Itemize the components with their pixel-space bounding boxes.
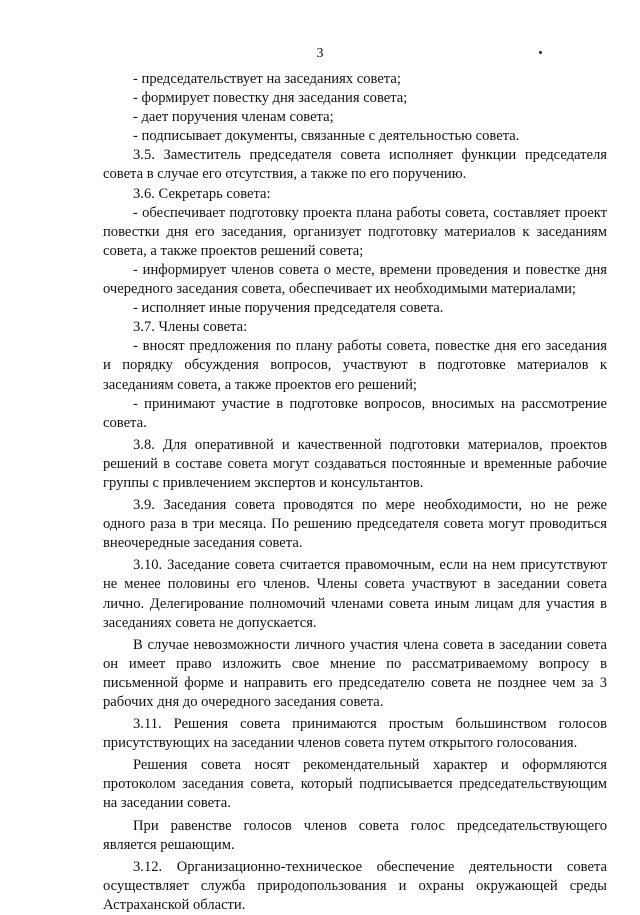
clause-3-11: 3.11. Решения совета принимаются простым большинством голосов присутствующих на заседании членов совета путем открытого голосования. bbox=[103, 716, 607, 752]
clause-3-5: 3.5. Заместитель председателя совета исполняет функции председателя совета в случае его отсутствия, а также по его поручению. bbox=[103, 147, 607, 183]
member-duty-participate: - принимают участие в подготовке вопросов, вносимых на рассмотрение совета. bbox=[103, 395, 607, 431]
clause-3-11-protocol: Решения совета носят рекомендательный характер и оформляются протоколом заседания совета, который подписывается председательствующим на заседании совета. bbox=[103, 757, 607, 812]
secretary-duty-inform: - информирует членов совета о месте, времени проведения и повестке дня очередного заседания совета, обеспечивает их необходимыми материалами; bbox=[103, 261, 607, 298]
clause-3-10: 3.10. Заседание совета считается правомочным, если на нем присутствуют не менее половины его членов. Члены совета участвуют в заседании совета лично. Делегирование полномочий членами совета иным лицам для участия в заседаниях совета не допускается. bbox=[103, 557, 607, 631]
chair-duty-sign: - подписывает документы, связанные с деятельностью совета. bbox=[133, 128, 520, 145]
member-duty-propose: - вносят предложения по плану работы совета, повестке дня его заседания и порядку обсуждения вопросов, участвуют в подготовке материалов к заседаниям совета, а также проектов его решений; bbox=[103, 338, 607, 393]
scan-speck bbox=[539, 51, 542, 54]
clause-3-8: 3.8. Для оперативной и качественной подготовки материалов, проектов решений в составе совета могут создаваться постоянные и временные рабочие группы с привлечением экспертов и консультантов. bbox=[103, 436, 607, 491]
clause-3-11-tie: При равенстве голосов членов совета голос председательствующего является решающим. bbox=[103, 817, 607, 853]
clause-3-9: 3.9. Заседания совета проводятся по мере необходимости, но не реже одного раза в три месяца. По решению председателя совета могут проводиться внеочередные заседания совета. bbox=[103, 497, 607, 552]
document-body bbox=[103, 70, 607, 915]
chair-duty-preside: - председательствует на заседаниях совета; bbox=[133, 71, 401, 87]
chair-duty-assign: - дает поручения членам совета; bbox=[133, 109, 334, 126]
clause-3-7-heading: 3.7. Члены совета: bbox=[133, 319, 248, 336]
secretary-duty-other: - исполняет иные поручения председателя совета. bbox=[133, 300, 444, 317]
secretary-duty-prepare: - обеспечивает подготовку проекта плана работы совета, составляет проект повестки дня его заседания, организует подготовку материалов к заседаниям совета, а также проектов решений совета; bbox=[103, 204, 607, 259]
clause-3-10-absence: В случае невозможности личного участия члена совета в заседании совета он имеет право изложить свое мнение по рассматриваемому вопросу в письменной форме и направить его председателю совета не позднее чем за 3 рабочих дня до очередного заседания совета. bbox=[103, 636, 607, 710]
clause-3-6-heading: 3.6. Секретарь совета: bbox=[133, 185, 271, 202]
clause-3-12: 3.12. Организационно-техническое обеспечение деятельности совета осуществляет служба природопользования и охраны окружающей среды Астраханской области. bbox=[103, 858, 607, 913]
page-number: 3 bbox=[316, 46, 324, 61]
chair-duty-agenda: - формирует повестку дня заседания совета; bbox=[133, 90, 408, 107]
